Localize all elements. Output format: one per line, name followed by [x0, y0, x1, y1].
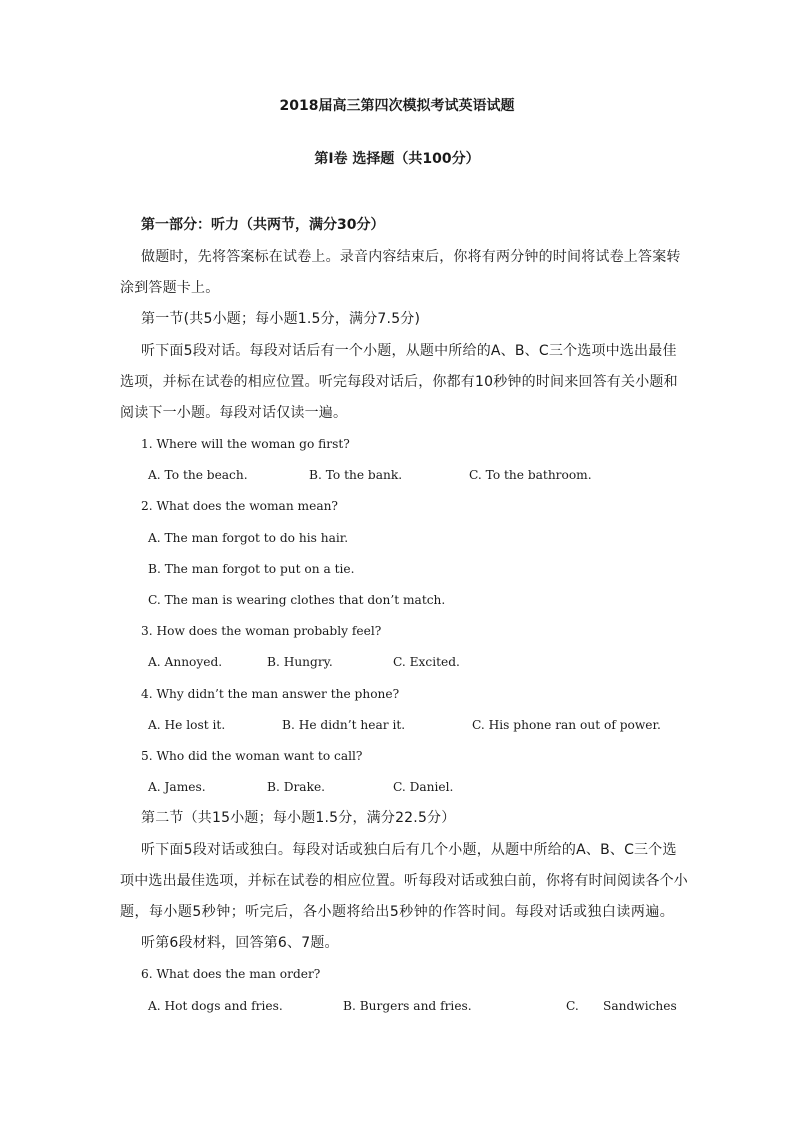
- part1-heading: 第一部分：听力（共两节，满分30分）: [141, 217, 385, 233]
- question-2-option-a: A. The man forgot to do his hair.: [148, 531, 349, 545]
- question-2-stem: 2. What does the woman mean?: [141, 499, 338, 513]
- section1-heading: 第一节(共5小题；每小题1.5分，满分7.5分): [141, 311, 421, 327]
- question-2-option-b: B. The man forgot to put on a tie.: [148, 562, 355, 576]
- question-3-option-b: B. Hungry.: [267, 655, 333, 669]
- question-6-option-b: B. Burgers and fries.: [343, 999, 472, 1013]
- question-3-option-c: C. Excited.: [393, 655, 460, 669]
- question-6-option-a: A. Hot dogs and fries.: [148, 999, 283, 1013]
- question-4-stem: 4. Why didn’t the man answer the phone?: [141, 687, 400, 701]
- question-1-option-c: C. To the bathroom.: [469, 468, 592, 482]
- section1-instruction-line3: 阅读下一小题。每段对话仅读一遍。: [120, 405, 348, 421]
- question-4-option-b: B. He didn’t hear it.: [282, 718, 406, 732]
- section1-instruction-line2: 选项，并标在试卷的相应位置。听完每段对话后，你都有10秒钟的时间来回答有关小题和: [120, 374, 678, 390]
- section2-heading: 第二节（共15小题；每小题1.5分，满分22.5分）: [141, 810, 456, 826]
- question-6-option-c-letter: C.: [566, 999, 579, 1013]
- question-6-option-c-text: Sandwiches: [603, 999, 677, 1013]
- part1-instruction-line1: 做题时，先将答案标在试卷上。录音内容结束后，你将有两分钟的时间将试卷上答案转: [141, 249, 681, 265]
- question-4-option-a: A. He lost it.: [148, 718, 226, 732]
- question-5-option-a: A. James.: [148, 780, 206, 794]
- section2-instruction-line1: 听下面5段对话或独白。每段对话或独白后有几个小题，从题中所给的A、B、C三个选: [141, 842, 677, 858]
- question-5-stem: 5. Who did the woman want to call?: [141, 749, 363, 763]
- section1-instruction-line1: 听下面5段对话。每段对话后有一个小题，从题中所给的A、B、C三个选项中选出最佳: [141, 343, 677, 359]
- section2-material-note: 听第6段材料，回答第6、7题。: [141, 935, 339, 951]
- section2-instruction-line3: 题，每小题5秒钟；听完后，各小题将给出5秒钟的作答时间。每段对话或独白读两遍。: [120, 904, 674, 920]
- question-4-option-c: C. His phone ran out of power.: [472, 718, 661, 732]
- question-1-option-b: B. To the bank.: [309, 468, 403, 482]
- question-5-option-c: C. Daniel.: [393, 780, 454, 794]
- question-3-stem: 3. How does the woman probably feel?: [141, 624, 382, 638]
- question-5-option-b: B. Drake.: [267, 780, 326, 794]
- question-1-option-a: A. To the beach.: [148, 468, 248, 482]
- volume-heading: 第Ⅰ卷 选择题（共100分）: [314, 151, 480, 167]
- question-3-option-a: A. Annoyed.: [148, 655, 223, 669]
- question-2-option-c: C. The man is wearing clothes that don’t match.: [148, 593, 446, 607]
- part1-instruction-line2: 涂到答题卡上。: [120, 280, 220, 296]
- section2-instruction-line2: 项中选出最佳选项，并标在试卷的相应位置。听每段对话或独白前，你将有时间阅读各个小: [120, 873, 688, 889]
- exam-title: 2018届高三第四次模拟考试英语试题: [279, 98, 515, 114]
- question-1-stem: 1. Where will the woman go first?: [141, 437, 350, 451]
- question-6-stem: 6. What does the man order?: [141, 967, 321, 981]
